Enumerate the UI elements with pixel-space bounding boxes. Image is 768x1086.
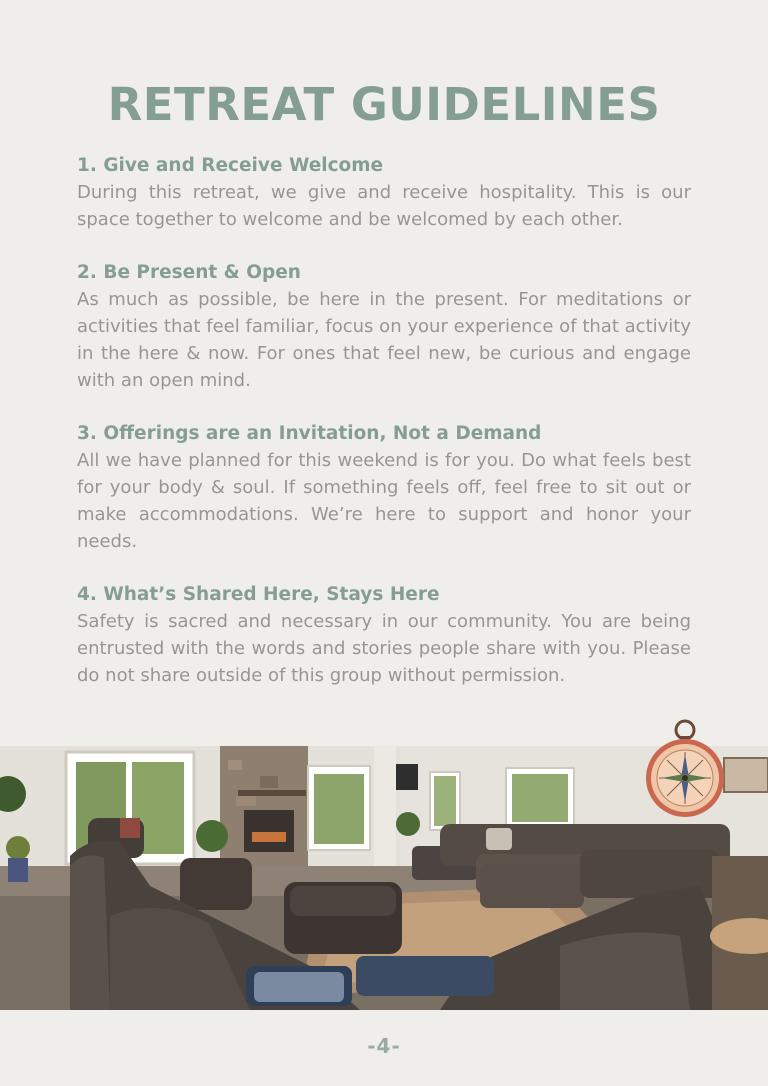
- compass-icon: [642, 718, 728, 818]
- guideline-heading: 4. What’s Shared Here, Stays Here: [77, 584, 440, 605]
- page-number: -4-: [367, 1034, 401, 1058]
- guidelines-list: [77, 153, 691, 716]
- guideline-heading: 2. Be Present & Open: [77, 262, 301, 283]
- guideline-body: Safety is sacred and necessary in our community. You are being entrusted with the words and stories people share with you. Please do not share outside of this group without permission.: [77, 611, 691, 686]
- guideline-item: [77, 153, 691, 233]
- guideline-item: [77, 582, 691, 689]
- guideline-heading: 1. Give and Receive Welcome: [77, 155, 384, 176]
- guideline-body: All we have planned for this weekend is for you. Do what feels best for your body & soul. If something feels off, feel free to sit out or make accommodations. We’re here to support and honor your needs.: [77, 450, 691, 552]
- guideline-item: [77, 260, 691, 394]
- guideline-item: [77, 421, 691, 555]
- guideline-heading: 3. Offerings are an Invitation, Not a Demand: [77, 423, 542, 444]
- page-title: RETREAT GUIDELINES: [107, 78, 661, 131]
- guideline-body: During this retreat, we give and receive hospitality. This is our space together to welcome and be welcomed by each other.: [77, 182, 691, 230]
- guideline-body: As much as possible, be here in the present. For meditations or activities that feel familiar, focus on your experience of that activity in the here & now. For ones that feel new, be curious and engage with an open mind.: [77, 289, 691, 391]
